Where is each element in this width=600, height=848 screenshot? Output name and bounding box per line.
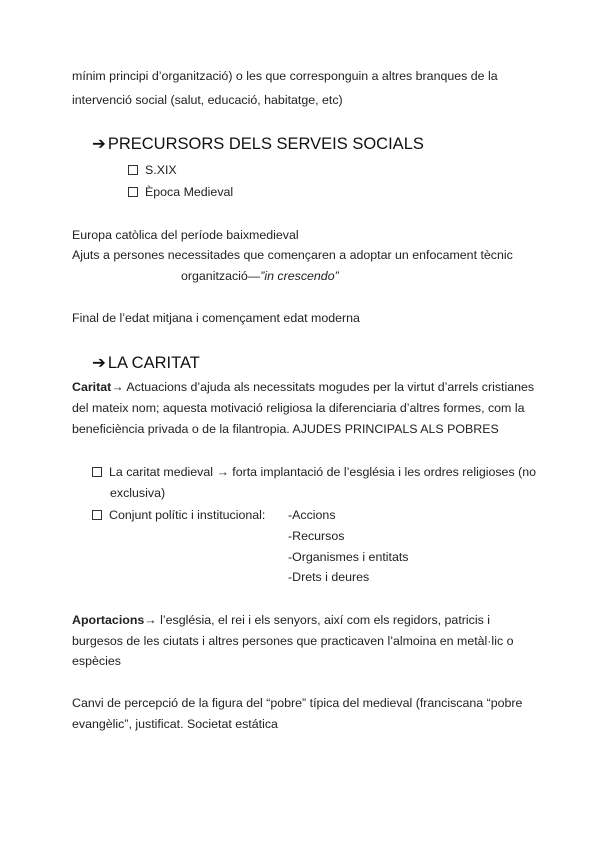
aportacions-line-3: espècies (72, 654, 121, 668)
right-arrow-icon: → (144, 613, 157, 627)
sub-item-recursos: -Recursos (288, 529, 345, 543)
heading-caritat-text: LA CARITAT (107, 354, 200, 372)
canvi-line-2: evangèlic”, justificat. Societat estática (72, 717, 278, 731)
para2: Final de l’edat mitjana i començament edat moderna (72, 311, 360, 325)
list-item-caritat-medieval-cont: exclusiva) (110, 486, 166, 500)
checkbox-icon (128, 165, 138, 175)
para1-line-3-prefix: organització— (181, 269, 261, 283)
arrow-icon: ➔ (92, 135, 106, 153)
heading-precursors (92, 133, 424, 155)
heading-caritat (92, 352, 200, 374)
checkbox-icon (92, 467, 102, 477)
list-item-label: La caritat medieval → forta implantació de l’església i les ordres religioses (no (109, 465, 536, 479)
list-item-sxix (128, 160, 177, 181)
caritat-line-1-text: Actuacions d’ajuda als necessitats mogudes per la virtut d’arrels cristianes (123, 380, 535, 394)
sub-item-organismes: -Organismes i entitats (288, 550, 409, 564)
para1-line-2: Ajuts a persones necessitades que començaren a adoptar un enfocament tècnic (72, 248, 513, 262)
caritat-term: Caritat (72, 380, 112, 394)
canvi-line-1: Canvi de percepció de la figura del “pobre” típica del medieval (franciscana “pobre (72, 696, 523, 710)
list-item-label: S.XIX (145, 163, 177, 177)
right-arrow-icon: → (111, 380, 124, 394)
aportacions-term: Aportacions (72, 613, 145, 627)
list-item-epoca-medieval (128, 182, 233, 203)
checkbox-icon (92, 510, 102, 520)
caritat-line-2: del mateix nom; aquesta motivació religiosa la diferenciaria d’altres formes, com la (72, 401, 525, 415)
para1-line-1: Europa catòlica del període baixmedieval (72, 228, 299, 242)
para1-line-3 (181, 266, 339, 287)
heading-precursors-text: PRECURSORS DELS SERVEIS SOCIALS (107, 135, 424, 153)
arrow-icon: ➔ (92, 354, 106, 372)
aportacions-line-2: burgesos de les ciutats i altres persones que practicaven l’almoina en metàl·lic o (72, 634, 514, 648)
in-crescendo-quote: ”in crescendo” (260, 269, 339, 283)
list-item-caritat-medieval (92, 462, 536, 483)
list-item-label: Època Medieval (145, 185, 234, 199)
intro-line-2: intervenció social (salut, educació, habitatge, etc) (72, 93, 343, 107)
caritat-line-3: beneficiència privada o de la filantropia. AJUDES PRINCIPALS ALS POBRES (72, 422, 499, 436)
sub-item-drets: -Drets i deures (288, 570, 370, 584)
sub-item-accions: -Accions (288, 508, 336, 522)
aportacions-line-1-text: l’església, el rei i els senyors, així com els regidors, patricis i (156, 613, 490, 627)
list-item-label: Conjunt polític i institucional: (109, 508, 266, 522)
intro-line-1: mínim principi d’organització) o les que corresponguin a altres branques de la (72, 69, 498, 83)
list-item-conjunt-politic (92, 505, 265, 526)
aportacions-line-1 (72, 610, 490, 631)
caritat-line-1 (72, 377, 534, 398)
checkbox-icon (128, 187, 138, 197)
